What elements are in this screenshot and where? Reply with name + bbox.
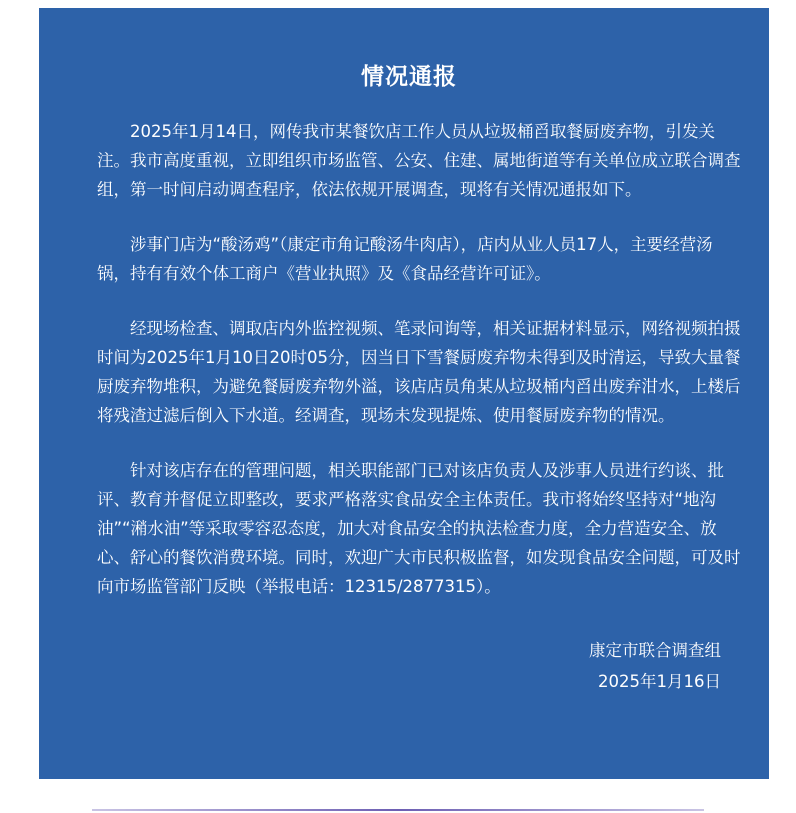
notice-signature: 康定市联合调查组 bbox=[589, 641, 721, 660]
notice-paragraph-investigation: 经现场检查、调取店内外监控视频、笔录问询等，相关证据材料显示，网络视频拍摄时间为2025年1月10日20时05分，因当日下雪餐厨废弃物未得到及时清运，导致大量餐厨废弃物堆积，为避免餐厨废弃物外溢，该店店员角某从垃圾桶内舀出废弃泔水，上楼后将残渣过滤后倒入下水道。经调查，现场未发现提炼、使用餐厨废弃物的情况。 bbox=[97, 319, 741, 425]
notice-paragraph-measures: 针对该店存在的管理问题，相关职能部门已对该店负责人及涉事人员进行约谈、批评、教育并督促立即整改，要求严格落实食品安全主体责任。我市将始终坚持对“地沟油”“潲水油”等采取零容忍态度，加大对食品安全的执法检查力度，全力营造安全、放心、舒心的餐饮消费环境。同时，欢迎广大市民积极监督，如发现食品安全问题，可及时向市场监管部门反映（举报电话：12315/2877315）。 bbox=[97, 461, 741, 596]
notice-date: 2025年1月16日 bbox=[598, 672, 721, 691]
notice-paragraph-store-info: 涉事门店为“酸汤鸡”（康定市角记酸汤牛肉店），店内从业人员17人，主要经营汤锅，持有有效个体工商户《营业执照》及《食品经营许可证》。 bbox=[97, 235, 713, 283]
notice-title: 情况通报 bbox=[361, 64, 457, 90]
notice-panel bbox=[39, 8, 769, 779]
notice-paragraph-intro: 2025年1月14日，网传我市某餐饮店工作人员从垃圾桶舀取餐厨废弃物，引发关注。我市高度重视，立即组织市场监管、公安、住建、属地街道等有关单位成立联合调查组，第一时间启动调查程序，依法依规开展调查，现将有关情况通报如下。 bbox=[97, 122, 741, 199]
bottom-divider bbox=[92, 809, 704, 811]
